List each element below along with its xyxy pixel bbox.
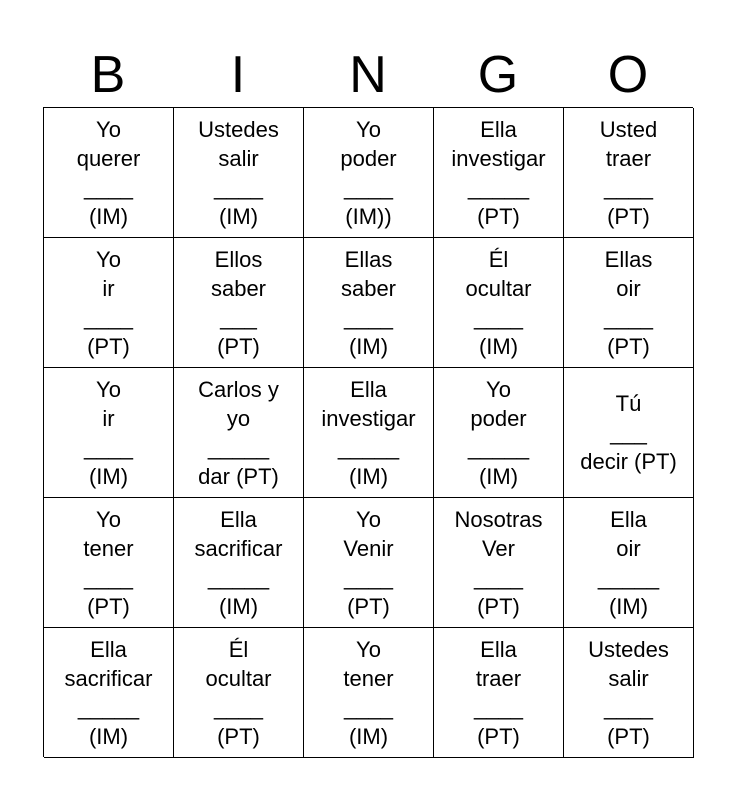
header-letter-b: B [90,46,126,104]
header-letter-n: N [349,46,387,104]
bingo-cell[interactable]: Ustedes salir ____ (IM) [174,108,304,238]
bingo-cell[interactable]: Ellas oir ____ (PT) [564,238,694,368]
bingo-cell[interactable]: Ella oir _____ (IM) [564,498,694,628]
bingo-cell[interactable]: Ella traer ____ (PT) [434,628,564,758]
bingo-cell[interactable]: Usted traer ____ (PT) [564,108,694,238]
header-letter-o: O [607,46,649,104]
bingo-cell[interactable]: Ellas saber ____ (IM) [304,238,434,368]
bingo-cell[interactable]: Ellos saber ___ (PT) [174,238,304,368]
bingo-cell[interactable]: Ella sacrificar _____ (IM) [174,498,304,628]
bingo-cell[interactable]: Carlos y yo _____ dar (PT) [174,368,304,498]
bingo-cell[interactable]: Ella sacrificar _____ (IM) [44,628,174,758]
bingo-cell[interactable]: Ella investigar _____ (PT) [434,108,564,238]
bingo-cell[interactable]: Ustedes salir ____ (PT) [564,628,694,758]
bingo-board [43,107,693,757]
header-letter-i: I [230,46,246,104]
bingo-cell[interactable]: Yo poder _____ (IM) [434,368,564,498]
bingo-header [43,44,693,106]
bingo-cell[interactable]: Él ocultar ____ (IM) [434,238,564,368]
bingo-cell[interactable]: Tú ___ decir (PT) [564,368,694,498]
bingo-cell[interactable]: Yo Venir ____ (PT) [304,498,434,628]
bingo-cell[interactable]: Yo tener ____ (IM) [304,628,434,758]
bingo-cell[interactable]: Yo tener ____ (PT) [44,498,174,628]
bingo-cell[interactable]: Yo querer ____ (IM) [44,108,174,238]
bingo-cell[interactable]: Yo poder ____ (IM)) [304,108,434,238]
header-letter-g: G [477,46,519,104]
bingo-cell[interactable]: Nosotras Ver ____ (PT) [434,498,564,628]
bingo-cell[interactable]: Ella investigar _____ (IM) [304,368,434,498]
bingo-cell[interactable]: Yo ir ____ (PT) [44,238,174,368]
bingo-cell[interactable]: Él ocultar ____ (PT) [174,628,304,758]
bingo-cell[interactable]: Yo ir ____ (IM) [44,368,174,498]
